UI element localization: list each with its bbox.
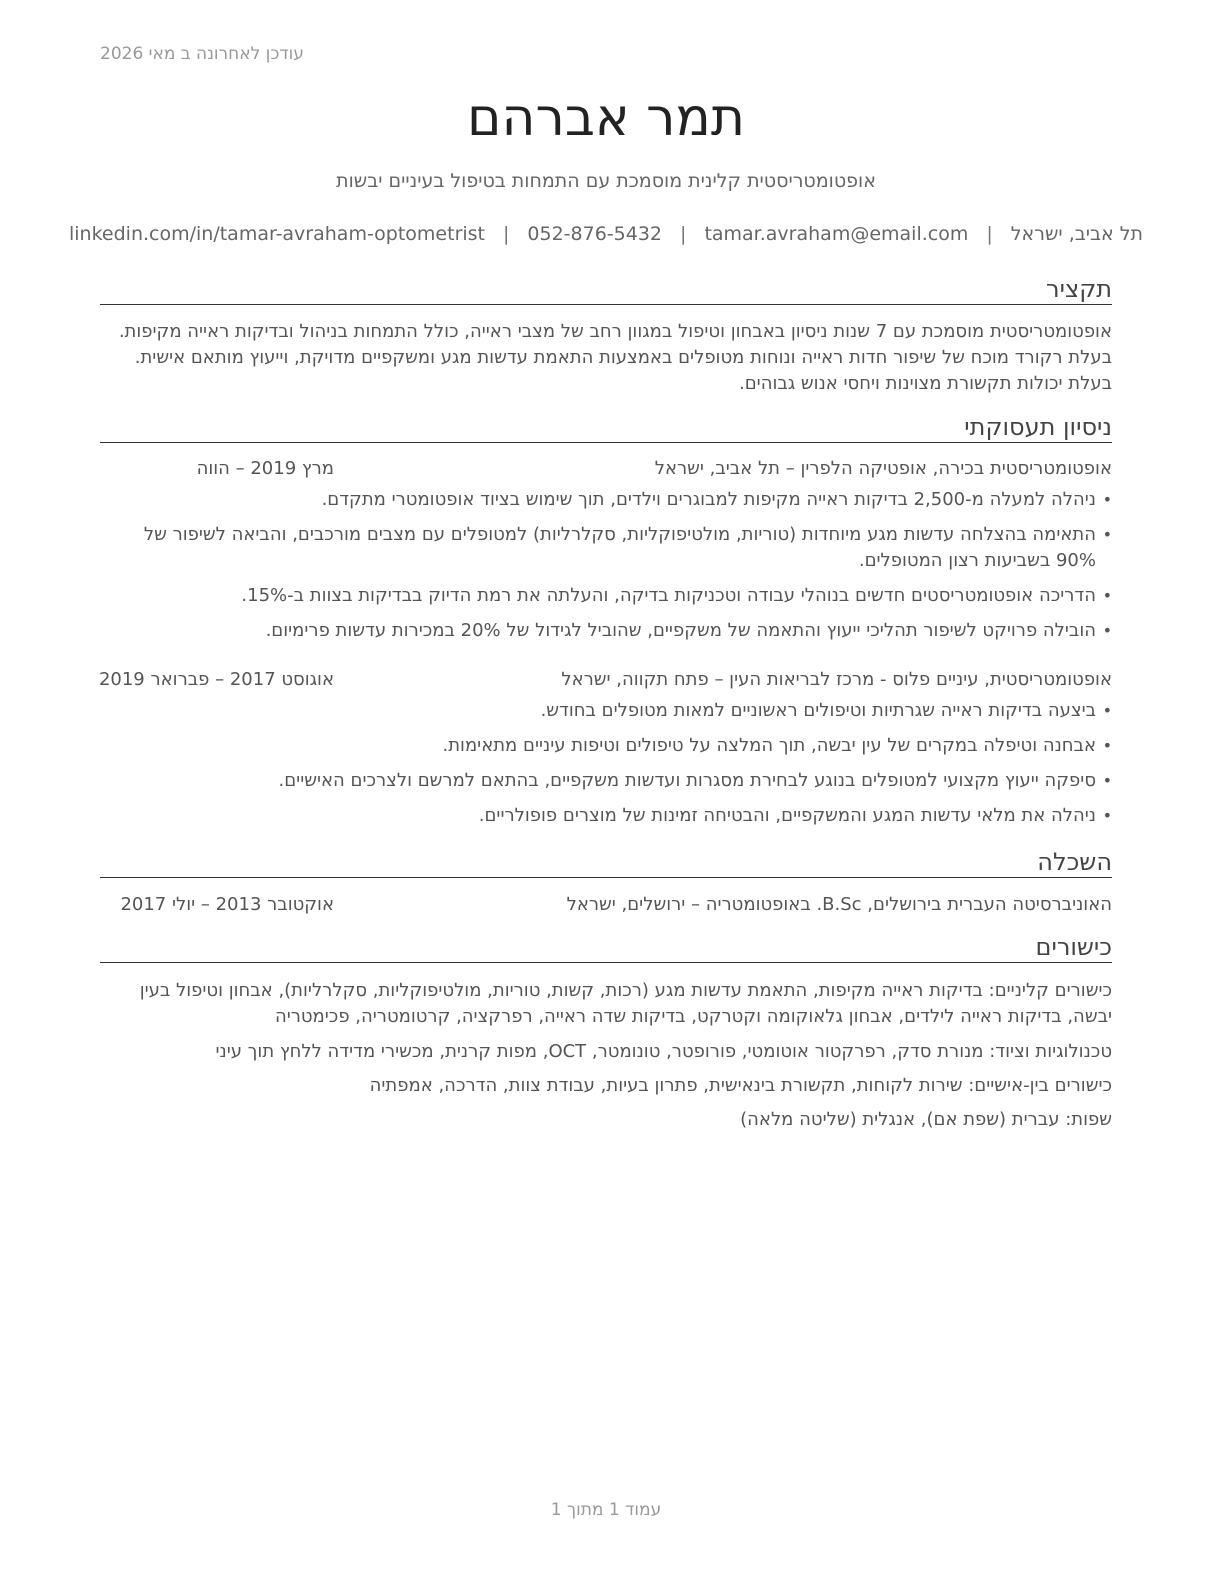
contact-separator: | xyxy=(680,223,687,245)
summary-heading: תקציר xyxy=(100,274,1112,305)
job-header xyxy=(100,456,1112,482)
contact-line xyxy=(68,223,1144,245)
job-bullet: • ניהלה את מלאי עדשות המגע והמשקפיים, והבטיחה זמינות של מוצרים פופולריים. xyxy=(100,803,1112,829)
job-bullet: • ביצעה בדיקות ראייה שגרתיות וטיפולים ראשוניים למאות מטופלים בחודש. xyxy=(100,698,1112,724)
contact-location: תל אביב, ישראל xyxy=(1010,223,1144,245)
job-bullet: • סיפקה ייעוץ מקצועי למטופלים בנוגע לבחירת מסגרות ועדשות משקפיים, בהתאם למרשם ולצרכים האישיים. xyxy=(100,768,1112,794)
contact-email[interactable]: tamar.avraham@email.com xyxy=(704,223,969,245)
page-footer: עמוד 1 מתוך 1 xyxy=(550,1500,662,1520)
skill-line: כישורים קליניים: בדיקות ראייה מקיפות, התאמת עדשות מגע (רכות, קשות, טוריות, מולטיפוקליות, סקלרליות), אבחון וטיפול בעין יבשה, בדיקות ראייה לילדים, אבחון גלאוקומה וקטרקט, בדיקות שדה ראייה, רפרקציה, קרטומטריה, פכימטריה xyxy=(139,980,1112,1027)
education-title: האוניברסיטה העברית בירושלים, B.Sc. באופטומטריה – ירושלים, ישראל xyxy=(566,894,1112,915)
education-dates: אוקטובר 2013 – יולי 2017 xyxy=(120,894,334,915)
contact-phone: 052-876-5432 xyxy=(527,223,663,245)
education-heading: השכלה xyxy=(100,847,1112,878)
contact-separator: | xyxy=(503,223,510,245)
job-bullet: • אבחנה וטיפלה במקרים של עין יבשה, תוך המלצה על טיפולים וטיפות עיניים מתאימות. xyxy=(100,733,1112,759)
job-bullets xyxy=(100,698,1112,838)
resume-page xyxy=(68,0,1144,1584)
job-dates: אוגוסט 2017 – פברואר 2019 xyxy=(98,669,334,690)
job-bullet: • ניהלה למעלה מ-2,500 בדיקות ראייה מקיפות למבוגרים וילדים, תוך שימוש בציוד אופטומטרי מתקדם. xyxy=(100,487,1112,513)
job-bullet: • הובילה פרויקט לשיפור תהליכי ייעוץ והתאמה של משקפיים, שהוביל לגידול של 20% במכירות עדשות פרימיום. xyxy=(100,618,1112,644)
job-title: אופטומטריסטית, עיניים פלוס - מרכז לבריאות העין – פתח תקווה, ישראל xyxy=(561,669,1112,690)
skills-heading: כישורים xyxy=(100,932,1112,963)
job-bullet: • התאימה בהצלחה עדשות מגע מיוחדות (טוריות, מולטיפוקליות, סקלרליות) למטופלים עם מצבים מורכבים, והביאה לשיפור של 90% בשביעות רצון המטופלים. xyxy=(100,522,1112,574)
skill-line: שפות: עברית (שפת אם), אנגלית (שליטה מלאה) xyxy=(740,1109,1112,1130)
job-bullets xyxy=(100,487,1112,653)
candidate-name: תמר אברהם xyxy=(466,88,746,148)
job-header xyxy=(100,667,1112,693)
skill-line: כישורים בין-אישיים: שירות לקוחות, תקשורת בינאישית, פתרון בעיות, עבודת צוות, הדרכה, אמפתיה xyxy=(369,1075,1112,1096)
skill-line: טכנולוגיות וציוד: מנורת סדק, רפרקטור אוטומטי, פורופטר, טונומטר, OCT, מפות קרנית, מכשירי מדידה ללחץ תוך עיני xyxy=(215,1041,1112,1062)
last-updated: עודכן לאחרונה ב מאי 2026 xyxy=(100,44,304,64)
candidate-subtitle: אופטומטריסטית קלינית מוסמכת עם התמחות בטיפול בעיניים יבשות xyxy=(336,170,876,192)
education-entry xyxy=(100,892,1112,918)
summary-text: אופטומטריסטית מוסמכת עם 7 שנות ניסיון באבחון וטיפול במגוון רחב של מצבי ראייה, כולל התמחות בניהול ובדיקות ראייה מקיפות. בעלת רקורד מוכח של שיפור חדות ראייה ונוחות מטופלים באמצעות התאמת עדשות מגע ומשקפיים מדויקת, וייעוץ מותאם אישית. בעלת יכולות תקשורת מצוינות ויחסי אנוש גבוהים. xyxy=(118,321,1112,394)
job-dates: מרץ 2019 – הווה xyxy=(196,458,334,479)
job-bullet: • הדריכה אופטומטריסטים חדשים בנוהלי עבודה וטכניקות בדיקה, והעלתה את רמת הדיוק בבדיקות בצוות ב-15%. xyxy=(100,583,1112,609)
experience-heading: ניסיון תעסוקתי xyxy=(100,412,1112,443)
contact-separator: | xyxy=(986,223,993,245)
contact-linkedin[interactable]: linkedin.com/in/tamar-avraham-optometrist xyxy=(68,223,486,245)
job-title: אופטומטריסטית בכירה, אופטיקה הלפרין – תל אביב, ישראל xyxy=(654,458,1112,479)
